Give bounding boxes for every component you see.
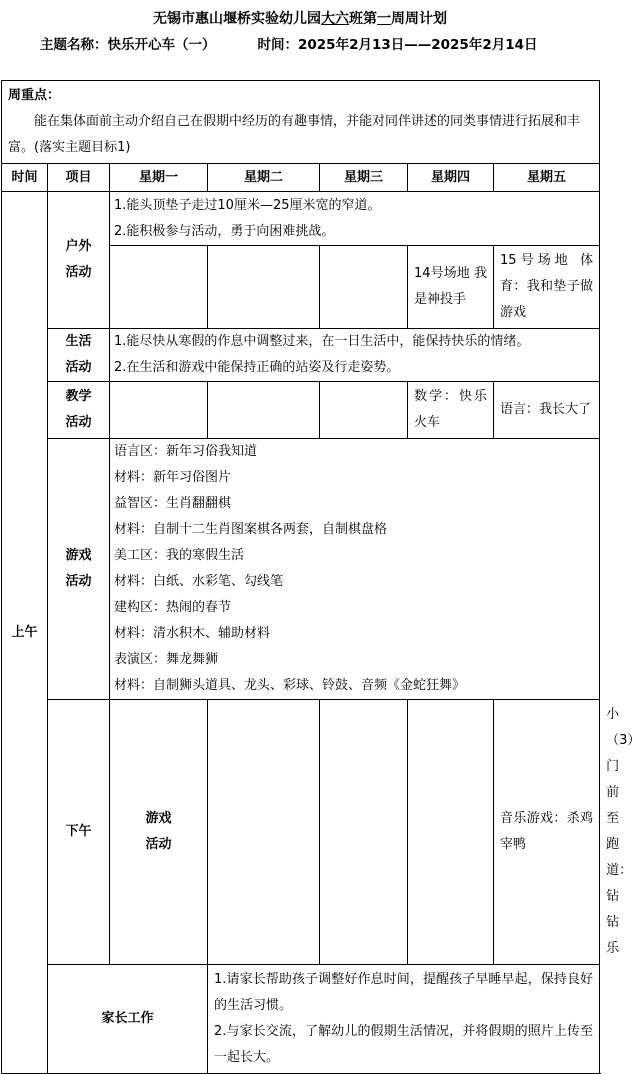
teaching-wednesday — [320, 382, 408, 439]
parents-items — [208, 965, 600, 1074]
afternoon-game-label-line-1: 游戏 — [145, 811, 172, 826]
teaching-thursday: 数学：快乐火车 — [408, 382, 494, 439]
outdoor-friday: 15号场地 体育：我和垫子做游戏 — [494, 246, 600, 329]
teaching-friday: 语言：我长大了 — [494, 382, 600, 439]
game-label — [48, 439, 110, 700]
afternoon-game-label-line-2: 活动 — [145, 837, 172, 852]
life-label — [48, 329, 110, 382]
afternoon-label: 下午 — [48, 700, 110, 965]
focus-row — [2, 81, 600, 164]
outdoor-wednesday — [320, 246, 408, 329]
game-line-3: 益智区：生肖翻翻棋 — [114, 496, 232, 511]
teaching-label — [48, 382, 110, 439]
game-line-10: 材料：自制狮头道具、龙头、彩球、铃鼓、音频《金蛇狂舞》 — [114, 678, 466, 693]
game-label-line-2: 活动 — [65, 574, 92, 589]
game-row — [2, 439, 600, 700]
outdoor-label — [48, 192, 110, 329]
header-time: 时间 — [2, 164, 48, 192]
parents-item-2: 2.与家长交流，了解幼儿的假期生活情况，并将假期的照片上传至一起长大。 — [214, 1024, 594, 1065]
outdoor-label-line-1: 户外 — [65, 239, 92, 254]
outdoor-tuesday — [208, 246, 320, 329]
title-middle: 班第 — [349, 11, 377, 27]
time-range: 时间：2025年2月13日——2025年2月14日 — [257, 37, 538, 53]
outdoor-goals — [110, 192, 600, 246]
morning-label: 上午 — [2, 192, 48, 1074]
header-monday: 星期一 — [110, 164, 208, 192]
afternoon-wednesday — [408, 700, 494, 965]
life-row — [2, 329, 600, 382]
afternoon-thursday: 音乐游戏：杀鸡宰鸭 — [494, 700, 600, 965]
afternoon-game-label — [110, 700, 208, 965]
title-prefix: 无锡市惠山堰桥实验幼儿园 — [153, 11, 321, 27]
theme-name: 主题名称：快乐开心车（一） — [40, 37, 216, 53]
document-title — [0, 8, 600, 28]
outdoor-goal-2: 2.能积极参与活动，勇于向困难挑战。 — [114, 223, 335, 239]
game-label-line-1: 游戏 — [65, 548, 92, 563]
parents-label: 家长工作 — [48, 965, 208, 1074]
header-row — [2, 164, 600, 192]
document-subtitle — [40, 32, 570, 58]
outdoor-monday — [110, 246, 208, 329]
life-goals — [110, 329, 600, 382]
focus-heading: 周重点： — [8, 88, 61, 103]
game-line-5: 美工区：我的寒假生活 — [114, 548, 245, 563]
game-line-6: 材料：白纸、水彩笔、勾线笔 — [114, 574, 284, 589]
afternoon-tuesday — [320, 700, 408, 965]
header-tuesday: 星期二 — [208, 164, 320, 192]
title-week: 一 — [377, 11, 391, 27]
header-thursday: 星期四 — [408, 164, 494, 192]
teaching-label-line-1: 教学 — [65, 389, 92, 404]
game-line-1: 语言区：新年习俗我知道 — [114, 444, 258, 459]
game-line-4: 材料：自制十二生肖图案棋各两套，自制棋盘格 — [114, 522, 388, 537]
header-friday: 星期五 — [494, 164, 600, 192]
parents-row — [2, 965, 600, 1074]
plan-table — [1, 80, 640, 1074]
parents-item-1: 1.请家长帮助孩子调整好作息时间，提醒孩子早睡早起，保持良好的生活习惯。 — [214, 972, 594, 1013]
outdoor-label-line-2: 活动 — [65, 265, 92, 280]
teaching-label-line-2: 活动 — [65, 415, 92, 430]
game-line-8: 材料：清水积木、辅助材料 — [114, 626, 271, 641]
life-goal-2: 2.在生活和游戏中能保持正确的站姿及行走姿势。 — [114, 360, 400, 375]
game-areas — [110, 439, 600, 700]
game-line-7: 建构区：热闹的春节 — [114, 600, 232, 615]
teaching-tuesday — [208, 382, 320, 439]
focus-text: 能在集体面前主动介绍自己在假期中经历的有趣事情，并能对同伴讲述的同类事情进行拓展和丰富。(落实主题目标1) — [8, 114, 581, 155]
game-line-2: 材料：新年习俗图片 — [114, 470, 232, 485]
outdoor-thursday: 14号场地 我是神投手 — [408, 246, 494, 329]
life-label-line-2: 活动 — [65, 360, 92, 375]
afternoon-row: 下午 游戏 活动 音乐游戏：杀鸡宰鸭 小（3）门前至跑道：钻钻乐 — [2, 700, 600, 965]
outdoor-goals-row — [2, 192, 600, 246]
header-wednesday: 星期三 — [320, 164, 408, 192]
life-label-line-1: 生活 — [65, 334, 92, 349]
game-line-9: 表演区：舞龙舞狮 — [114, 652, 219, 667]
life-goal-1: 1.能尽快从寒假的作息中调整过来，在一日生活中，能保持快乐的情绪。 — [114, 334, 530, 349]
teaching-monday — [110, 382, 208, 439]
focus-cell — [2, 81, 600, 164]
title-class-name: 大六 — [321, 11, 349, 27]
header-item: 项目 — [48, 164, 110, 192]
teaching-row — [2, 382, 600, 439]
afternoon-monday — [208, 700, 320, 965]
outdoor-goal-1: 1.能头顶垫子走过10厘米—25厘米宽的窄道。 — [114, 197, 381, 213]
title-suffix: 周周计划 — [391, 11, 447, 27]
